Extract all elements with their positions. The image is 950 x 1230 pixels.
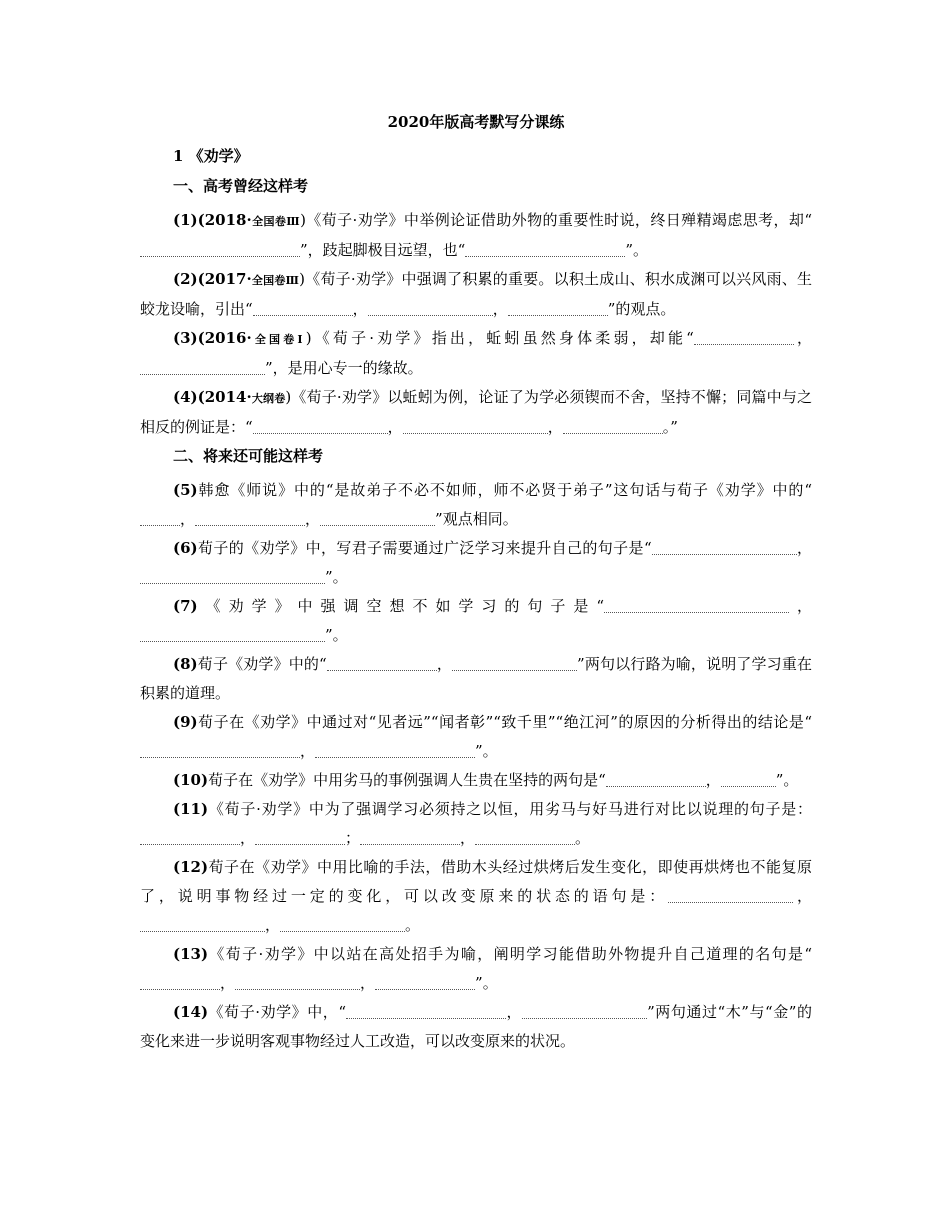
- answer-blank[interactable]: [315, 741, 475, 758]
- question-11: (11)《荀子·劝学》中为了强调学习必须持之以恒，用劣马与好马进行对比以说理的句子是：， ； ， 。: [140, 795, 812, 853]
- answer-blank[interactable]: [563, 417, 663, 434]
- answer-blank[interactable]: [140, 828, 240, 845]
- question-3: (3)(2016·全国卷Ⅰ)《荀子·劝学》指出，蚯蚓虽然身体柔弱，却能“ ，”，是用心专一的缘故。: [140, 324, 812, 383]
- answer-blank[interactable]: [668, 886, 793, 903]
- answer-blank[interactable]: [694, 328, 794, 345]
- answer-blank[interactable]: [721, 770, 776, 787]
- question-4: (4)(2014·大纲卷)《荀子·劝学》以蚯蚓为例，论证了为学必须锲而不舍，坚持不懈；同篇中与之相反的例证是：“ ， ， 。”: [140, 388, 813, 436]
- answer-blank[interactable]: [368, 299, 493, 316]
- answer-blank[interactable]: [346, 1002, 506, 1019]
- answer-blank[interactable]: [465, 240, 625, 257]
- unit-heading: 1 《劝学》: [173, 147, 249, 165]
- page-title: 2020年版高考默写分课练: [387, 113, 565, 131]
- answer-blank[interactable]: [606, 770, 706, 787]
- answer-blank[interactable]: [508, 299, 608, 316]
- answer-blank[interactable]: [253, 299, 353, 316]
- answer-blank[interactable]: [140, 973, 220, 990]
- answer-blank[interactable]: [280, 915, 405, 932]
- answer-blank[interactable]: [327, 654, 437, 671]
- question-13: (13)《荀子·劝学》中以站在高处招手为喻，阐明学习能借助外物提升自己道理的名句是“， ， ”。: [140, 940, 812, 998]
- answer-blank[interactable]: [140, 567, 325, 584]
- question-6: (6)荀子的《劝学》中，写君子需要通过广泛学习来提升自己的句子是“ ，”。: [140, 534, 812, 592]
- question-5: (5)韩愈《师说》中的“是故弟子不必不如师，师不必贤于弟子”这句话与荀子《劝学》中的“， ， ”观点相同。: [140, 476, 812, 534]
- answer-blank[interactable]: [604, 596, 789, 613]
- question-7: (7)《劝学》中强调空想不如学习的句子是“ ，”。: [140, 592, 812, 650]
- section-heading-1: 一、高考曾经这样考: [173, 177, 309, 195]
- question-12: (12)荀子在《劝学》中用比喻的手法，借助木头经过烘烤后发生变化，即使再烘烤也不能复原了，说明事物经过一定的变化，可以改变原来的状态的语句是： ，， 。: [140, 858, 812, 934]
- answer-blank[interactable]: [522, 1002, 647, 1019]
- question-8: (8)荀子《劝学》中的“ ， ”两句以行路为喻，说明了学习重在积累的道理。: [140, 655, 812, 702]
- section-heading-2: 二、将来还可能这样考: [173, 447, 324, 465]
- answer-blank[interactable]: [452, 654, 577, 671]
- answer-blank[interactable]: [375, 973, 475, 990]
- answer-blank[interactable]: [255, 828, 345, 845]
- answer-blank[interactable]: [360, 828, 460, 845]
- answer-blank[interactable]: [140, 358, 265, 375]
- question-14: (14)《荀子·劝学》中，“ ， ”两句通过“木”与“金”的变化来进一步说明客观事物经过人工改造，可以改变原来的状况。: [140, 1003, 812, 1050]
- document-page: [140, 112, 812, 1056]
- answer-blank[interactable]: [195, 509, 305, 526]
- answer-blank[interactable]: [320, 509, 435, 526]
- answer-blank[interactable]: [475, 828, 575, 845]
- question-9: (9)荀子在《劝学》中通过对“见者远”“闻者彰”“致千里”“绝江河”的原因的分析得出的结论是“， ”。: [140, 708, 812, 766]
- answer-blank[interactable]: [140, 741, 300, 758]
- answer-blank[interactable]: [253, 417, 388, 434]
- question-2: (2)(2017·全国卷Ⅲ)《荀子·劝学》中强调了积累的重要。以积土成山、积水成渊可以兴风雨、生蛟龙设喻，引出“ ， ， ”的观点。: [140, 270, 813, 318]
- answer-blank[interactable]: [140, 625, 325, 642]
- answer-blank[interactable]: [652, 538, 797, 555]
- answer-blank[interactable]: [140, 915, 265, 932]
- answer-blank[interactable]: [403, 417, 548, 434]
- question-1: (1)(2018·全国卷Ⅲ)《荀子·劝学》中举例论证借助外物的重要性时说，终日殚精竭虑思考，却“”，跂起脚极目远望，也“ ”。: [140, 206, 812, 265]
- answer-blank[interactable]: [140, 240, 300, 257]
- answer-blank[interactable]: [140, 509, 180, 526]
- question-10: (10)荀子在《劝学》中用劣马的事例强调人生贵在坚持的两句是“ ， ”。: [173, 771, 799, 789]
- answer-blank[interactable]: [235, 973, 360, 990]
